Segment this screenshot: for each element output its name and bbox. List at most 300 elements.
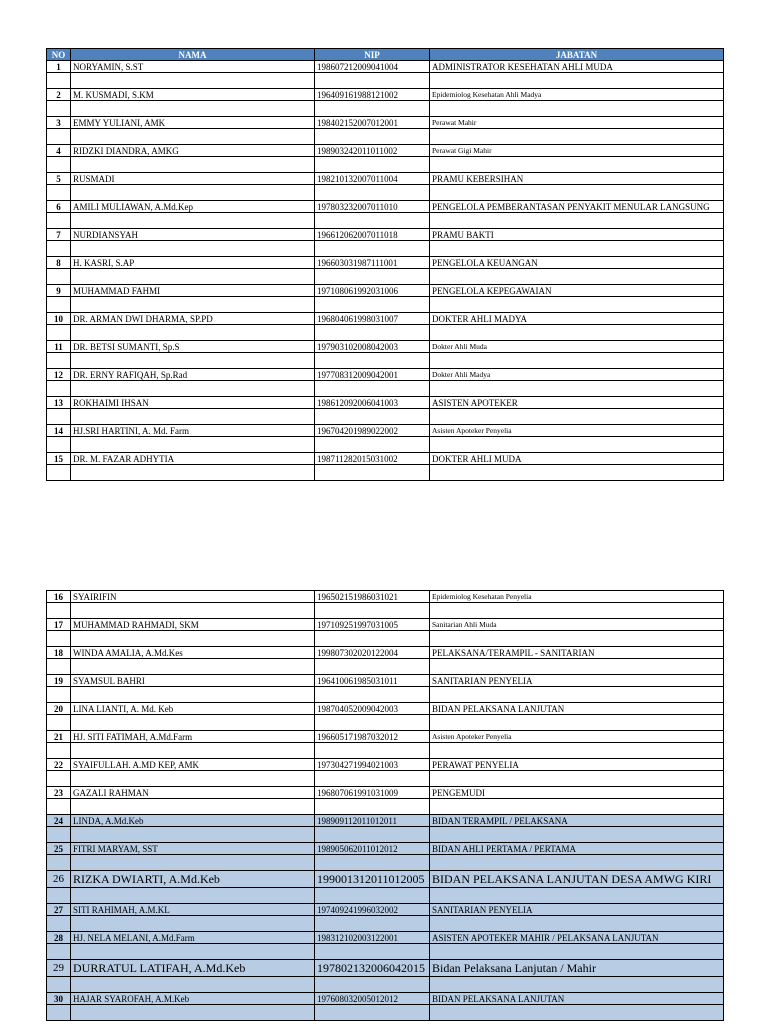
- table-row: [47, 285, 724, 297]
- spacer-cell: [47, 715, 71, 731]
- spacer-cell: [71, 827, 315, 843]
- cell-jabatan: BIDAN PELAKSANA LANJUTAN: [430, 703, 724, 715]
- spacer-cell: [71, 659, 315, 675]
- spacer-cell: [47, 631, 71, 647]
- spacer-cell: [71, 297, 315, 313]
- header-nip: NIP: [315, 49, 430, 61]
- cell-nama: LINA LIANTI, A. Md. Keb: [71, 703, 315, 715]
- spacer-cell: [430, 715, 724, 731]
- cell-nip: 198711282015031002: [315, 453, 430, 465]
- spacer-row: [47, 157, 724, 173]
- cell-nip: 199001312011012005: [315, 871, 430, 888]
- cell-no: 1: [47, 61, 71, 73]
- table-row: [47, 397, 724, 409]
- table-row: [47, 904, 724, 916]
- spacer-cell: [47, 916, 71, 932]
- spacer-row: [47, 465, 724, 481]
- spacer-row: [47, 297, 724, 313]
- cell-nama: SITI RAHIMAH, A.M.KL: [71, 904, 315, 916]
- spacer-row: [47, 381, 724, 397]
- spacer-cell: [47, 381, 71, 397]
- cell-nip: 197803232007011010: [315, 201, 430, 213]
- spacer-cell: [47, 353, 71, 369]
- spacer-cell: [47, 241, 71, 257]
- spacer-cell: [315, 185, 430, 201]
- table-row: [47, 759, 724, 771]
- cell-jabatan: Bidan Pelaksana Lanjutan / Mahir: [430, 960, 724, 977]
- spacer-cell: [430, 659, 724, 675]
- spacer-cell: [430, 129, 724, 145]
- cell-jabatan: PENGEMUDI: [430, 787, 724, 799]
- spacer-row: [47, 185, 724, 201]
- cell-no: 12: [47, 369, 71, 381]
- table-row: [47, 61, 724, 73]
- cell-nama: HJ. SITI FATIMAH, A.Md.Farm: [71, 731, 315, 743]
- spacer-cell: [47, 101, 71, 117]
- table-row: [47, 117, 724, 129]
- spacer-cell: [71, 916, 315, 932]
- cell-no: 14: [47, 425, 71, 437]
- spacer-cell: [71, 185, 315, 201]
- spacer-cell: [430, 465, 724, 481]
- table-row: [47, 731, 724, 743]
- spacer-cell: [430, 603, 724, 619]
- table-row: [47, 815, 724, 827]
- spacer-cell: [315, 888, 430, 904]
- spacer-cell: [315, 353, 430, 369]
- header-nama: NAMA: [71, 49, 315, 61]
- spacer-cell: [315, 213, 430, 229]
- spacer-cell: [47, 855, 71, 871]
- spacer-cell: [430, 687, 724, 703]
- table-row: [47, 993, 724, 1005]
- cell-nama: RIZKA DWIARTI, A.Md.Keb: [71, 871, 315, 888]
- spacer-cell: [47, 465, 71, 481]
- spacer-cell: [47, 157, 71, 173]
- spacer-row: [47, 916, 724, 932]
- spacer-cell: [315, 715, 430, 731]
- spacer-row: [47, 659, 724, 675]
- cell-nama: NORYAMIN, S.ST: [71, 61, 315, 73]
- spacer-cell: [71, 888, 315, 904]
- spacer-cell: [47, 743, 71, 759]
- cell-no: 6: [47, 201, 71, 213]
- cell-nip: 199807302020122004: [315, 647, 430, 659]
- spacer-row: [47, 743, 724, 759]
- table-row: [47, 843, 724, 855]
- cell-nama: SYAIFULLAH. A.MD KEP, AMK: [71, 759, 315, 771]
- cell-no: 15: [47, 453, 71, 465]
- cell-nip: 197903102008042003: [315, 341, 430, 353]
- spacer-cell: [71, 631, 315, 647]
- spacer-cell: [71, 381, 315, 397]
- cell-no: 13: [47, 397, 71, 409]
- spacer-cell: [315, 855, 430, 871]
- cell-no: 17: [47, 619, 71, 631]
- spacer-cell: [71, 409, 315, 425]
- cell-nama: SYAMSUL BAHRI: [71, 675, 315, 687]
- spacer-row: [47, 1005, 724, 1021]
- cell-no: 23: [47, 787, 71, 799]
- cell-nama: ROKHAIMI IHSAN: [71, 397, 315, 409]
- cell-no: 4: [47, 145, 71, 157]
- spacer-cell: [47, 297, 71, 313]
- spacer-cell: [47, 73, 71, 89]
- spacer-row: [47, 269, 724, 285]
- cell-jabatan: PENGELOLA PEMBERANTASAN PENYAKIT MENULAR LANGSUNG: [430, 201, 724, 213]
- cell-nip: 198402152007012001: [315, 117, 430, 129]
- cell-nip: 198612092006041003: [315, 397, 430, 409]
- spacer-cell: [71, 269, 315, 285]
- spacer-row: [47, 687, 724, 703]
- spacer-cell: [430, 185, 724, 201]
- cell-nip: 196612062007011018: [315, 229, 430, 241]
- cell-nip: 196502151986031021: [315, 591, 430, 603]
- spacer-cell: [71, 855, 315, 871]
- cell-nip: 197802132006042015: [315, 960, 430, 977]
- cell-jabatan: BIDAN PELAKSANA LANJUTAN DESA AMWG KIRI: [430, 871, 724, 888]
- spacer-cell: [47, 269, 71, 285]
- table-row: [47, 173, 724, 185]
- spacer-cell: [315, 101, 430, 117]
- spacer-cell: [71, 603, 315, 619]
- spacer-cell: [430, 213, 724, 229]
- spacer-cell: [315, 916, 430, 932]
- cell-nip: 197108061992031006: [315, 285, 430, 297]
- table-row: [47, 647, 724, 659]
- spacer-row: [47, 771, 724, 787]
- cell-nama: MUHAMMAD RAHMADI, SKM: [71, 619, 315, 631]
- cell-nip: 197608032005012012: [315, 993, 430, 1005]
- spacer-cell: [47, 129, 71, 145]
- cell-nip: 196804061998031007: [315, 313, 430, 325]
- cell-nama: RUSMADI: [71, 173, 315, 185]
- cell-jabatan: Dokter Ahli Madya: [430, 369, 724, 381]
- spacer-cell: [315, 241, 430, 257]
- spacer-row: [47, 73, 724, 89]
- cell-no: 9: [47, 285, 71, 297]
- table-row: [47, 89, 724, 101]
- spacer-cell: [430, 888, 724, 904]
- cell-jabatan: Perawat Mahir: [430, 117, 724, 129]
- cell-jabatan: Epidemiolog Kesehatan Penyelia: [430, 591, 724, 603]
- spacer-cell: [47, 1005, 71, 1021]
- table-row: [47, 619, 724, 631]
- cell-no: 29: [47, 960, 71, 977]
- cell-nama: RIDZKI DIANDRA, AMKG: [71, 145, 315, 157]
- cell-no: 30: [47, 993, 71, 1005]
- spacer-cell: [315, 603, 430, 619]
- spacer-row: [47, 631, 724, 647]
- cell-nip: 196605171987032012: [315, 731, 430, 743]
- spacer-cell: [71, 944, 315, 960]
- spacer-cell: [71, 73, 315, 89]
- table-row: [47, 425, 724, 437]
- cell-nama: SYAIRIFIN: [71, 591, 315, 603]
- cell-no: 11: [47, 341, 71, 353]
- spacer-cell: [71, 325, 315, 341]
- spacer-cell: [315, 687, 430, 703]
- employee-table-2: [46, 590, 724, 1021]
- cell-nip: 198909112011012011: [315, 815, 430, 827]
- spacer-cell: [47, 827, 71, 843]
- spacer-cell: [315, 157, 430, 173]
- cell-nip: 198704052009042003: [315, 703, 430, 715]
- table-row: [47, 703, 724, 715]
- cell-jabatan: PENGELOLA KEPEGAWAIAN: [430, 285, 724, 297]
- spacer-row: [47, 241, 724, 257]
- cell-nama: LINDA, A.Md.Keb: [71, 815, 315, 827]
- cell-no: 26: [47, 871, 71, 888]
- spacer-cell: [47, 325, 71, 341]
- cell-jabatan: PERAWAT PENYELIA: [430, 759, 724, 771]
- table-row: [47, 960, 724, 977]
- spacer-cell: [71, 129, 315, 145]
- cell-jabatan: Sanitarian Ahli Muda: [430, 619, 724, 631]
- cell-nip: 196704201989022002: [315, 425, 430, 437]
- spacer-row: [47, 977, 724, 993]
- spacer-cell: [71, 771, 315, 787]
- spacer-row: [47, 437, 724, 453]
- header-row: [47, 49, 724, 61]
- cell-nama: MUHAMMAD FAHMI: [71, 285, 315, 297]
- table-row: [47, 201, 724, 213]
- cell-no: 20: [47, 703, 71, 715]
- cell-nip: 196410061985031011: [315, 675, 430, 687]
- cell-no: 21: [47, 731, 71, 743]
- table-row: [47, 871, 724, 888]
- spacer-cell: [430, 353, 724, 369]
- cell-no: 27: [47, 904, 71, 916]
- spacer-row: [47, 325, 724, 341]
- cell-nama: H. KASRI, S.AP: [71, 257, 315, 269]
- cell-no: 18: [47, 647, 71, 659]
- spacer-cell: [315, 269, 430, 285]
- cell-no: 2: [47, 89, 71, 101]
- spacer-cell: [430, 743, 724, 759]
- spacer-row: [47, 715, 724, 731]
- cell-nama: AMILI MULIAWAN, A.Md.Kep: [71, 201, 315, 213]
- table-row: [47, 932, 724, 944]
- spacer-cell: [315, 799, 430, 815]
- cell-nama: HAJAR SYAROFAH, A.M.Keb: [71, 993, 315, 1005]
- spacer-cell: [430, 916, 724, 932]
- employee-table-1: [46, 48, 724, 481]
- cell-nama: HJ.SRI HARTINI, A. Md. Farm: [71, 425, 315, 437]
- spacer-cell: [430, 1005, 724, 1021]
- spacer-cell: [430, 297, 724, 313]
- cell-jabatan: SANITARIAN PENYELIA: [430, 675, 724, 687]
- spacer-cell: [71, 157, 315, 173]
- spacer-cell: [315, 659, 430, 675]
- spacer-cell: [315, 409, 430, 425]
- cell-nip: 196409161988121002: [315, 89, 430, 101]
- spacer-cell: [315, 827, 430, 843]
- cell-nip: 197304271994021003: [315, 759, 430, 771]
- cell-no: 7: [47, 229, 71, 241]
- cell-jabatan: ADMINISTRATOR KESEHATAN AHLI MUDA: [430, 61, 724, 73]
- cell-nama: NURDIANSYAH: [71, 229, 315, 241]
- cell-nip: 197708312009042001: [315, 369, 430, 381]
- cell-nama: DURRATUL LATIFAH, A.Md.Keb: [71, 960, 315, 977]
- spacer-cell: [47, 437, 71, 453]
- spacer-cell: [71, 213, 315, 229]
- cell-jabatan: ASISTEN APOTEKER: [430, 397, 724, 409]
- cell-nip: 196603031987111001: [315, 257, 430, 269]
- cell-jabatan: BIDAN AHLI PERTAMA / PERTAMA: [430, 843, 724, 855]
- cell-no: 25: [47, 843, 71, 855]
- spacer-row: [47, 603, 724, 619]
- table-row: [47, 453, 724, 465]
- cell-nip: 197409241996032002: [315, 904, 430, 916]
- cell-nip: 197109251997031005: [315, 619, 430, 631]
- spacer-cell: [430, 944, 724, 960]
- spacer-cell: [47, 213, 71, 229]
- spacer-cell: [315, 465, 430, 481]
- spacer-cell: [430, 73, 724, 89]
- cell-no: 24: [47, 815, 71, 827]
- spacer-cell: [430, 325, 724, 341]
- cell-nama: FITRI MARYAM, SST: [71, 843, 315, 855]
- cell-no: 8: [47, 257, 71, 269]
- cell-nama: DR. M. FAZAR ADHYTIA: [71, 453, 315, 465]
- table-row: [47, 675, 724, 687]
- spacer-cell: [47, 799, 71, 815]
- spacer-cell: [315, 771, 430, 787]
- spacer-cell: [430, 437, 724, 453]
- spacer-cell: [71, 687, 315, 703]
- spacer-cell: [430, 799, 724, 815]
- spacer-cell: [71, 1005, 315, 1021]
- spacer-cell: [47, 603, 71, 619]
- spacer-cell: [430, 631, 724, 647]
- spacer-row: [47, 101, 724, 117]
- cell-nama: DR. BETSI SUMANTI, Sp.S: [71, 341, 315, 353]
- spacer-cell: [47, 944, 71, 960]
- table-row: [47, 229, 724, 241]
- cell-jabatan: PRAMU KEBERSIHAN: [430, 173, 724, 185]
- cell-no: 19: [47, 675, 71, 687]
- spacer-cell: [71, 353, 315, 369]
- spacer-cell: [47, 659, 71, 675]
- table-row: [47, 257, 724, 269]
- spacer-cell: [315, 325, 430, 341]
- spacer-cell: [315, 381, 430, 397]
- cell-jabatan: Perawat Gigi Mahir: [430, 145, 724, 157]
- cell-jabatan: Asisten Apoteker Penyelia: [430, 731, 724, 743]
- cell-nama: WINDA AMALIA, A.Md.Kes: [71, 647, 315, 659]
- cell-jabatan: PENGELOLA KEUANGAN: [430, 257, 724, 269]
- cell-no: 22: [47, 759, 71, 771]
- cell-jabatan: PELAKSANA/TERAMPIL - SANITARIAN: [430, 647, 724, 659]
- cell-nip: 198210132007011004: [315, 173, 430, 185]
- spacer-row: [47, 944, 724, 960]
- spacer-cell: [430, 157, 724, 173]
- cell-no: 5: [47, 173, 71, 185]
- header-jabatan: JABATAN: [430, 49, 724, 61]
- spacer-cell: [71, 437, 315, 453]
- spacer-cell: [430, 771, 724, 787]
- cell-no: 3: [47, 117, 71, 129]
- spacer-cell: [71, 715, 315, 731]
- cell-nip: 198905062011012012: [315, 843, 430, 855]
- cell-nama: HJ. NELA MELANI, A.Md.Farm: [71, 932, 315, 944]
- cell-nip: 198607212009041004: [315, 61, 430, 73]
- spacer-cell: [315, 297, 430, 313]
- cell-nama: DR. ARMAN DWI DHARMA, SP.PD: [71, 313, 315, 325]
- table-row: [47, 787, 724, 799]
- spacer-row: [47, 799, 724, 815]
- cell-jabatan: SANITARIAN PENYELIA: [430, 904, 724, 916]
- spacer-cell: [71, 799, 315, 815]
- table-row: [47, 145, 724, 157]
- cell-nama: DR. ERNY RAFIQAH, Sp.Rad: [71, 369, 315, 381]
- spacer-cell: [47, 771, 71, 787]
- spacer-cell: [430, 409, 724, 425]
- cell-jabatan: DOKTER AHLI MUDA: [430, 453, 724, 465]
- spacer-cell: [47, 409, 71, 425]
- spacer-row: [47, 213, 724, 229]
- cell-no: 10: [47, 313, 71, 325]
- spacer-cell: [430, 269, 724, 285]
- cell-jabatan: DOKTER AHLI MADYA: [430, 313, 724, 325]
- spacer-cell: [315, 631, 430, 647]
- spacer-cell: [71, 977, 315, 993]
- spacer-cell: [315, 944, 430, 960]
- spacer-cell: [315, 977, 430, 993]
- spacer-cell: [315, 743, 430, 759]
- cell-nip: 198312102003122001: [315, 932, 430, 944]
- table-row: [47, 591, 724, 603]
- spacer-cell: [430, 855, 724, 871]
- spacer-cell: [315, 129, 430, 145]
- cell-jabatan: ASISTEN APOTEKER MAHIR / PELAKSANA LANJUTAN: [430, 932, 724, 944]
- spacer-cell: [315, 73, 430, 89]
- spacer-cell: [430, 381, 724, 397]
- cell-no: 16: [47, 591, 71, 603]
- spacer-row: [47, 129, 724, 145]
- cell-jabatan: Dokter Ahli Muda: [430, 341, 724, 353]
- table-row: [47, 341, 724, 353]
- spacer-cell: [430, 241, 724, 257]
- table-row: [47, 313, 724, 325]
- cell-nama: EMMY YULIANI, AMK: [71, 117, 315, 129]
- cell-jabatan: PRAMU BAKTI: [430, 229, 724, 241]
- spacer-cell: [47, 977, 71, 993]
- cell-nip: 198903242011011002: [315, 145, 430, 157]
- spacer-cell: [430, 101, 724, 117]
- cell-jabatan: BIDAN TERAMPIL / PELAKSANA: [430, 815, 724, 827]
- spacer-cell: [430, 977, 724, 993]
- spacer-cell: [47, 687, 71, 703]
- spacer-cell: [71, 743, 315, 759]
- header-no: NO: [47, 49, 71, 61]
- table-row: [47, 369, 724, 381]
- cell-jabatan: BIDAN PELAKSANA LANJUTAN: [430, 993, 724, 1005]
- spacer-cell: [430, 827, 724, 843]
- spacer-row: [47, 888, 724, 904]
- cell-nama: M. KUSMADI, S.KM: [71, 89, 315, 101]
- cell-nip: 196807061991031009: [315, 787, 430, 799]
- spacer-row: [47, 353, 724, 369]
- cell-no: 28: [47, 932, 71, 944]
- spacer-cell: [315, 437, 430, 453]
- spacer-cell: [47, 185, 71, 201]
- spacer-cell: [315, 1005, 430, 1021]
- cell-jabatan: Asisten Apoteker Penyelia: [430, 425, 724, 437]
- spacer-cell: [71, 465, 315, 481]
- spacer-row: [47, 409, 724, 425]
